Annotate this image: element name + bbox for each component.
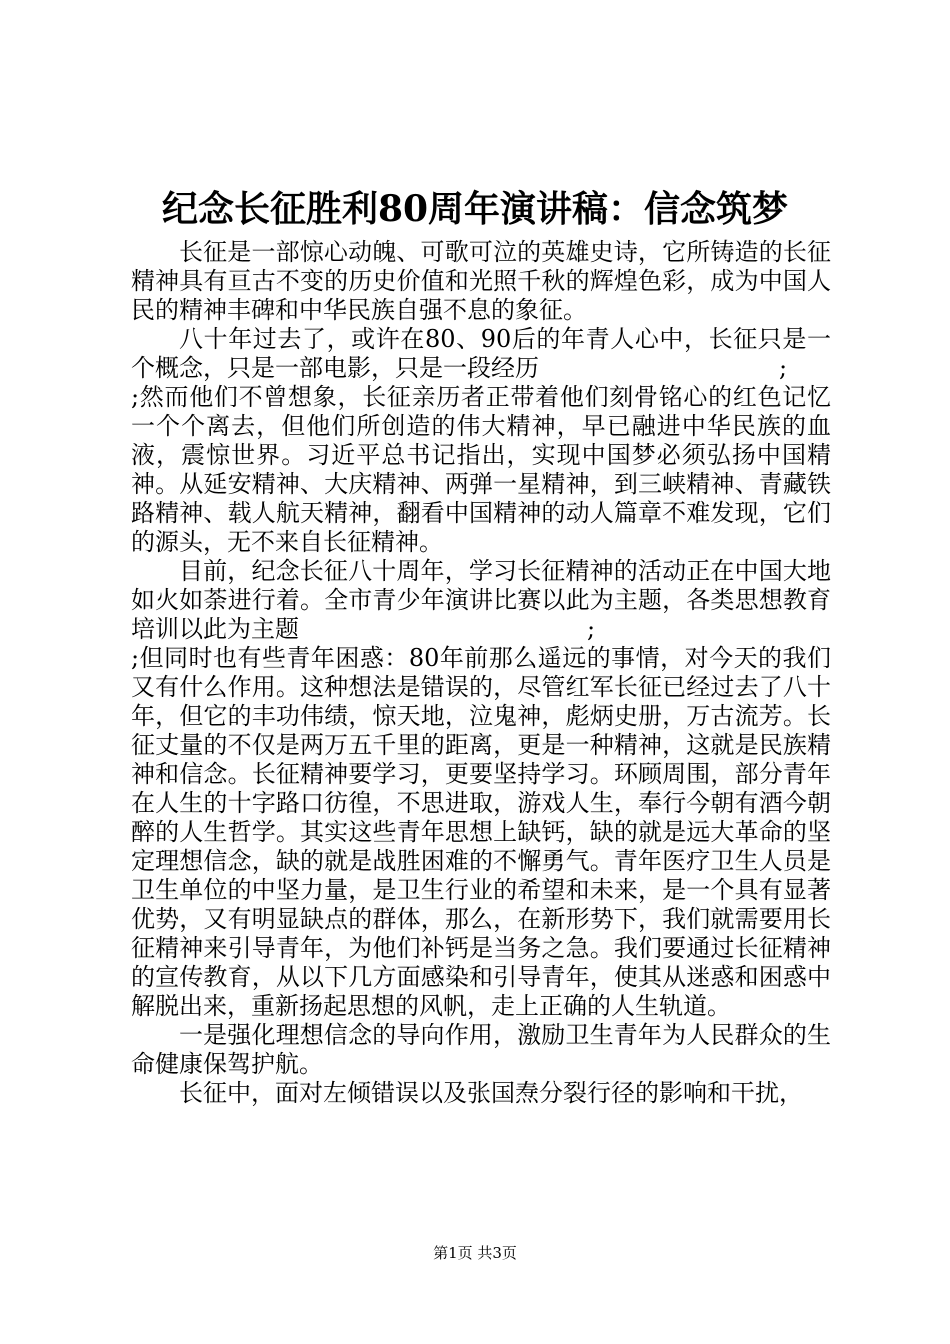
paragraph: 长征是一部惊心动魄、可歌可泣的英雄史诗，它所铸造的长征精神具有亘古不变的历史价值和光照千秋的辉煌色彩，成为中国人民的精神丰碑和中华民族自强不息的象征。 bbox=[131, 238, 831, 324]
paragraph: 目前，纪念长征八十周年，学习长征精神的活动正在中国大地如火如荼进行着。全市青少年演讲比赛以此为主题，各类思想教育培训以此为主题 ; ;但同时也有些青年困惑：80年前那么遥远的事情，对今天的我们又有什么作用。这种想法是错误的，尽管红军长征已经过去了八十年，但它的丰功伟绩，惊天地，泣鬼神，彪炳史册，万古流芳。长征丈量的不仅是两万五千里的距离，更是一种精神，这就是民族精神和信念。长征精神要学习，更要坚持学习。环顾周围，部分青年在人生的十字路口彷徨，不思进取，游戏人生，奉行今朝有酒今朝醉的人生哲学。其实这些青年思想上缺钙，缺的就是远大革命的坚定理想信念，缺的就是战胜困难的不懈勇气。青年医疗卫生人员是卫生单位的中坚力量，是卫生行业的希望和未来，是一个具有显著优势，又有明显缺点的群体，那么，在新形势下，我们就需要用长征精神来引导青年，为他们补钙是当务之急。我们要通过长征精神的宣传教育，从以下几方面感染和引导青年，使其从迷惑和困惑中解脱出来，重新扬起思想的风帆，走上正确的人生轨道。 bbox=[131, 557, 831, 1020]
paragraph: 一是强化理想信念的导向作用，激励卫生青年为人民群众的生命健康保驾护航。 bbox=[131, 1021, 831, 1078]
paragraph: 长征中，面对左倾错误以及张国焘分裂行径的影响和干扰， bbox=[179, 1079, 803, 1107]
paragraph: 八十年过去了，或许在80、90后的年青人心中，长征只是一个概念，只是一部电影，只是一段经历 ; ;然而他们不曾想象，长征亲历者正带着他们刻骨铭心的红色记忆一个个离去，但他们所创造的伟大精神，早已融进中华民族的血液，震惊世界。习近平总书记指出，实现中国梦必须弘扬中国精神。从延安精神、大庆精神、两弹一星精神，到三峡精神、青藏铁路精神、载人航天精神，翻看中国精神的动人篇章不难发现，它们的源头，无不来自长征精神。 bbox=[131, 325, 831, 556]
page-footer: 第1页 共3页 bbox=[433, 1244, 517, 1262]
document-body bbox=[131, 238, 831, 1108]
document-title: 纪念长征胜利80周年演讲稿：信念筑梦 bbox=[161, 188, 789, 230]
